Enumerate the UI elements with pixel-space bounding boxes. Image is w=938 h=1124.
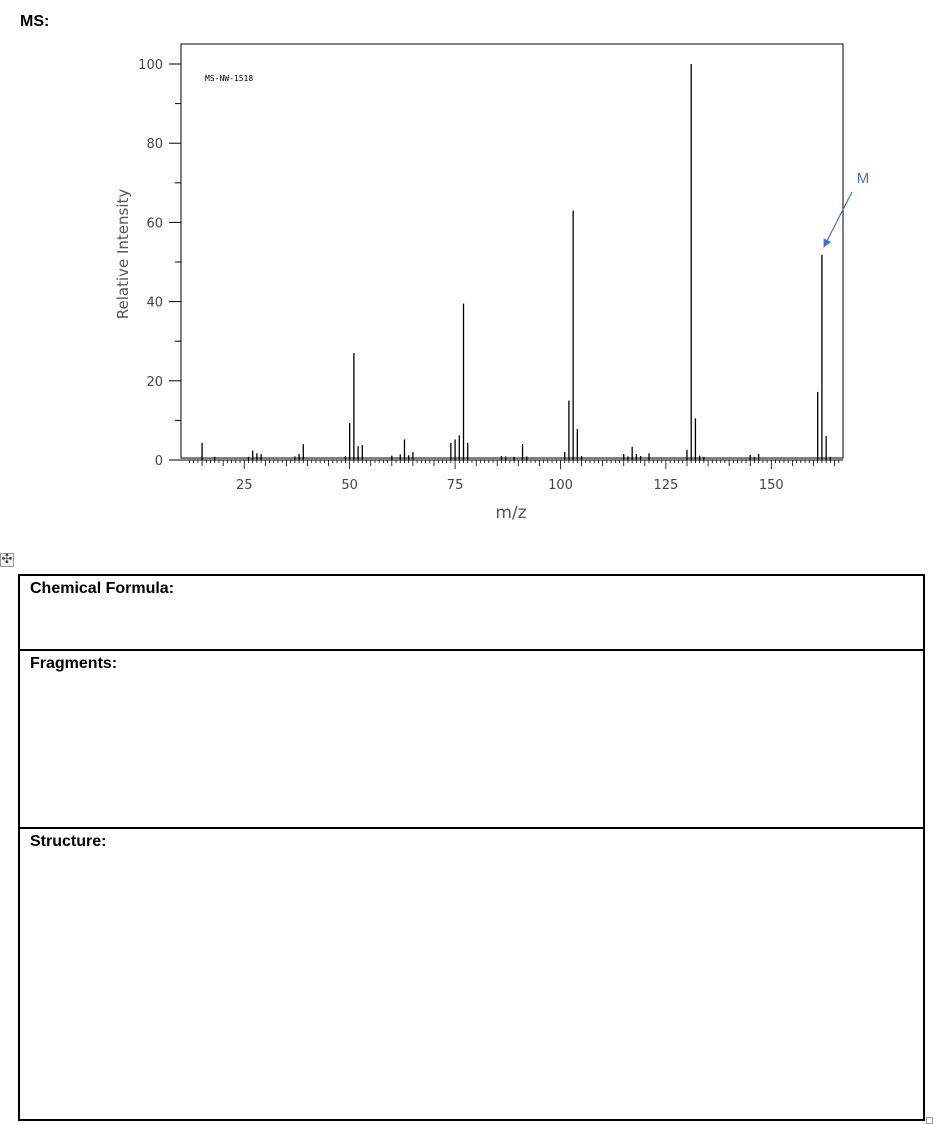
structure-cell[interactable] bbox=[19, 828, 924, 1120]
fragments-cell[interactable] bbox=[19, 650, 924, 828]
x-tick-label: 25 bbox=[235, 478, 253, 493]
chemical-formula-cell[interactable] bbox=[19, 575, 924, 650]
structure-row bbox=[19, 828, 924, 1120]
x-tick-label: 125 bbox=[653, 478, 679, 493]
x-tick-label: 100 bbox=[548, 478, 573, 493]
molecular-ion-label: M bbox=[856, 170, 870, 187]
chemical-formula-label: Chemical Formula: bbox=[30, 580, 175, 597]
answer-table bbox=[18, 574, 925, 1121]
y-tick-label: 60 bbox=[146, 216, 163, 232]
plot-frame bbox=[181, 44, 843, 458]
spectrum-id-label: MS-NW-1518 bbox=[205, 74, 254, 83]
fragments-label: Fragments: bbox=[30, 655, 118, 672]
y-tick-label: 100 bbox=[138, 58, 163, 73]
y-axis-label: Relative Intensity bbox=[114, 188, 132, 320]
x-axis-label: m/z bbox=[495, 503, 527, 523]
mass-spectrum-chart bbox=[0, 0, 938, 540]
table-resize-handle[interactable] bbox=[926, 1117, 933, 1124]
y-tick-label: 20 bbox=[146, 374, 163, 390]
table-move-handle-icon[interactable]: ✣ bbox=[1, 552, 13, 567]
y-axis bbox=[138, 58, 181, 469]
section-heading: MS: bbox=[20, 13, 50, 30]
peak-series bbox=[202, 64, 830, 460]
x-axis bbox=[181, 460, 843, 493]
x-tick-label: 50 bbox=[341, 478, 358, 493]
formula-row bbox=[19, 575, 924, 650]
molecular-ion-annotation bbox=[824, 170, 869, 247]
x-tick-label: 150 bbox=[758, 478, 784, 493]
y-tick-label: 40 bbox=[146, 295, 163, 311]
fragments-row bbox=[19, 650, 924, 828]
structure-label: Structure: bbox=[30, 833, 107, 850]
y-tick-label: 0 bbox=[154, 454, 163, 469]
y-tick-label: 80 bbox=[146, 137, 163, 153]
molecular-ion-arrow bbox=[824, 192, 852, 247]
x-tick-label: 75 bbox=[446, 478, 464, 493]
